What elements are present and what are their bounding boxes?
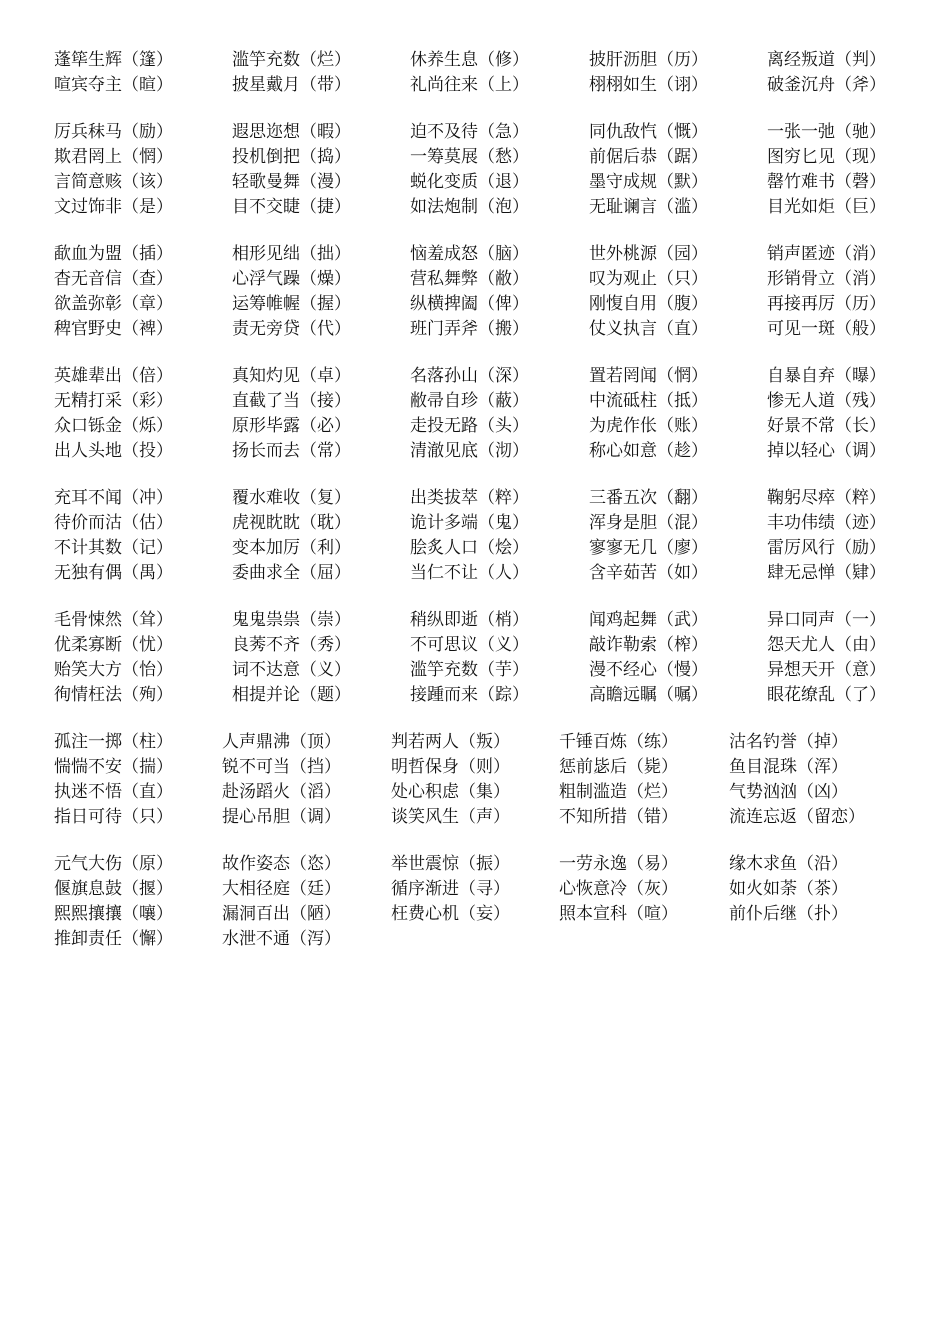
idiom-entry: 罄竹难书（磬） (767, 172, 886, 192)
idiom-entry: 欺君罔上（惘） (54, 147, 173, 167)
idiom-entry: 偃旗息鼓（揠） (54, 879, 173, 899)
idiom-entry: 无精打采（彩） (54, 391, 173, 411)
idiom-entry: 言简意赅（该） (54, 172, 173, 192)
idiom-entry: 同仇敌忾（慨） (589, 122, 708, 142)
idiom-entry: 相形见绌（拙） (232, 244, 351, 264)
idiom-entry: 鱼目混珠（浑） (729, 757, 848, 777)
idiom-group (54, 242, 914, 342)
idiom-entry: 缘木求鱼（沿） (729, 854, 848, 874)
idiom-entry: 熙熙攘攘（嚷） (54, 904, 173, 924)
idiom-entry: 遐思迩想（暇） (232, 122, 351, 142)
idiom-entry: 枉费心机（妄） (391, 904, 510, 924)
idiom-entry: 叹为观止（只） (589, 269, 708, 289)
idiom-entry: 一劳永逸（易） (559, 854, 678, 874)
idiom-entry: 孤注一掷（柱） (54, 732, 173, 752)
idiom-row (54, 48, 914, 73)
idiom-row (54, 730, 914, 755)
idiom-entry: 欲盖弥彰（章） (54, 294, 173, 314)
idiom-entry: 中流砥柱（抵） (589, 391, 708, 411)
idiom-entry: 休养生息（修） (410, 50, 529, 70)
idiom-entry: 如法炮制（泡） (410, 197, 529, 217)
idiom-entry: 指日可待（只） (54, 807, 173, 827)
idiom-entry: 自暴自弃（曝） (767, 366, 886, 386)
idiom-entry: 含辛茹苦（如） (589, 563, 708, 583)
idiom-entry: 不可思议（义） (410, 635, 529, 655)
idiom-entry: 为虎作伥（账） (589, 416, 708, 436)
idiom-entry: 故作姿态（恣） (222, 854, 341, 874)
idiom-entry: 扬长而去（常） (232, 441, 351, 461)
idiom-entry: 覆水难收（复） (232, 488, 351, 508)
idiom-entry: 无独有偶（禺） (54, 563, 173, 583)
idiom-row (54, 389, 914, 414)
idiom-entry: 众口铄金（烁） (54, 416, 173, 436)
idiom-row (54, 414, 914, 439)
idiom-entry: 滥竽充数（芋） (410, 660, 529, 680)
idiom-entry: 歃血为盟（插） (54, 244, 173, 264)
idiom-entry: 充耳不闻（冲） (54, 488, 173, 508)
idiom-entry: 粗制滥造（烂） (559, 782, 678, 802)
idiom-entry: 恼羞成怒（脑） (410, 244, 529, 264)
idiom-row (54, 780, 914, 805)
idiom-entry: 寥寥无几（廖） (589, 538, 708, 558)
idiom-entry: 敝帚自珍（蔽） (410, 391, 529, 411)
idiom-row (54, 120, 914, 145)
idiom-entry: 提心吊胆（调） (222, 807, 341, 827)
idiom-row (54, 805, 914, 830)
idiom-row (54, 511, 914, 536)
idiom-entry: 漏洞百出（陋） (222, 904, 341, 924)
idiom-entry: 称心如意（趁） (589, 441, 708, 461)
idiom-entry: 出类拔萃（粹） (410, 488, 529, 508)
idiom-entry: 浑身是胆（混） (589, 513, 708, 533)
idiom-entry: 惩前毖后（毙） (559, 757, 678, 777)
idiom-entry: 毛骨悚然（耸） (54, 610, 173, 630)
idiom-row (54, 536, 914, 561)
idiom-entry: 丰功伟绩（迹） (767, 513, 886, 533)
idiom-entry: 诡计多端（鬼） (410, 513, 529, 533)
idiom-entry: 披肝沥胆（历） (589, 50, 708, 70)
idiom-entry: 名落孙山（深） (410, 366, 529, 386)
idiom-entry: 目不交睫（捷） (232, 197, 351, 217)
idiom-entry: 滥竽充数（烂） (232, 50, 351, 70)
idiom-entry: 词不达意（义） (232, 660, 351, 680)
idiom-row (54, 242, 914, 267)
idiom-entry: 怨天尤人（由） (767, 635, 886, 655)
idiom-group (54, 364, 914, 464)
idiom-row (54, 145, 914, 170)
idiom-entry: 惴惴不安（揣） (54, 757, 173, 777)
idiom-entry: 一筹莫展（愁） (410, 147, 529, 167)
idiom-entry: 礼尚往来（上） (410, 75, 529, 95)
idiom-entry: 心浮气躁（燥） (232, 269, 351, 289)
idiom-row (54, 73, 914, 98)
idiom-entry: 虎视眈眈（耽） (232, 513, 351, 533)
idiom-group (54, 730, 914, 830)
idiom-entry: 待价而沽（估） (54, 513, 173, 533)
idiom-entry: 墨守成规（默） (589, 172, 708, 192)
idiom-entry: 漫不经心（慢） (589, 660, 708, 680)
idiom-row (54, 927, 914, 952)
idiom-entry: 执迷不悟（直） (54, 782, 173, 802)
idiom-entry: 喧宾夺主（暄） (54, 75, 173, 95)
idiom-entry: 相提并论（题） (232, 685, 351, 705)
idiom-entry: 优柔寡断（忧） (54, 635, 173, 655)
idiom-entry: 接踵而来（踪） (410, 685, 529, 705)
idiom-entry: 良莠不齐（秀） (232, 635, 351, 655)
idiom-row (54, 902, 914, 927)
idiom-entry: 出人头地（投） (54, 441, 173, 461)
idiom-entry: 千锤百炼（练） (559, 732, 678, 752)
idiom-entry: 形销骨立（消） (767, 269, 886, 289)
idiom-entry: 轻歌曼舞（漫） (232, 172, 351, 192)
idiom-row (54, 608, 914, 633)
idiom-entry: 刚愎自用（腹） (589, 294, 708, 314)
idiom-row (54, 852, 914, 877)
idiom-entry: 高瞻远瞩（嘱） (589, 685, 708, 705)
idiom-row (54, 877, 914, 902)
idiom-entry: 前倨后恭（踞） (589, 147, 708, 167)
idiom-entry: 英雄辈出（倍） (54, 366, 173, 386)
idiom-entry: 照本宣科（喧） (559, 904, 678, 924)
idiom-entry: 惨无人道（残） (767, 391, 886, 411)
idiom-group (54, 48, 914, 98)
idiom-entry: 营私舞弊（敝） (410, 269, 529, 289)
idiom-entry: 不知所措（错） (559, 807, 678, 827)
idiom-entry: 气势汹汹（凶） (729, 782, 848, 802)
idiom-entry: 一张一弛（驰） (767, 122, 886, 142)
idiom-row (54, 561, 914, 586)
idiom-entry: 推卸责任（懈） (54, 929, 173, 949)
idiom-entry: 当仁不让（人） (410, 563, 529, 583)
idiom-row (54, 486, 914, 511)
idiom-group (54, 608, 914, 708)
idiom-entry: 迫不及待（急） (410, 122, 529, 142)
idiom-entry: 稍纵即逝（梢） (410, 610, 529, 630)
idiom-entry: 鞠躬尽瘁（粹） (767, 488, 886, 508)
idiom-entry: 肆无忌惮（肄） (767, 563, 886, 583)
idiom-entry: 谈笑风生（声） (391, 807, 510, 827)
idiom-entry: 栩栩如生（诩） (589, 75, 708, 95)
idiom-entry: 无耻谰言（滥） (589, 197, 708, 217)
idiom-entry: 纵横捭阖（俾） (410, 294, 529, 314)
idiom-entry: 大相径庭（廷） (222, 879, 341, 899)
idiom-row (54, 683, 914, 708)
idiom-entry: 图穷匕见（现） (767, 147, 886, 167)
idiom-entry: 可见一斑（般） (767, 319, 886, 339)
idiom-entry: 班门弄斧（搬） (410, 319, 529, 339)
idiom-entry: 锐不可当（挡） (222, 757, 341, 777)
idiom-entry: 不计其数（记） (54, 538, 173, 558)
idiom-entry: 置若罔闻（惘） (589, 366, 708, 386)
idiom-entry: 委曲求全（屈） (232, 563, 351, 583)
idiom-entry: 好景不常（长） (767, 416, 886, 436)
idiom-entry: 人声鼎沸（顶） (222, 732, 341, 752)
idiom-group (54, 486, 914, 586)
idiom-entry: 循序渐进（寻） (391, 879, 510, 899)
idiom-group (54, 852, 914, 952)
idiom-entry: 清澈见底（沏） (410, 441, 529, 461)
idiom-row (54, 633, 914, 658)
idiom-entry: 敲诈勒索（榨） (589, 635, 708, 655)
idiom-row (54, 317, 914, 342)
idiom-entry: 厉兵秣马（励） (54, 122, 173, 142)
idiom-correction-list (54, 48, 914, 974)
idiom-entry: 心恢意冷（灰） (559, 879, 678, 899)
idiom-entry: 披星戴月（带） (232, 75, 351, 95)
idiom-entry: 走投无路（头） (410, 416, 529, 436)
idiom-entry: 蓬筚生辉（篷） (54, 50, 173, 70)
idiom-entry: 前仆后继（扑） (729, 904, 848, 924)
idiom-entry: 举世震惊（振） (391, 854, 510, 874)
idiom-entry: 运筹帷幄（握） (232, 294, 351, 314)
idiom-entry: 三番五次（翻） (589, 488, 708, 508)
idiom-entry: 销声匿迹（消） (767, 244, 886, 264)
idiom-entry: 责无旁贷（代） (232, 319, 351, 339)
idiom-entry: 异想天开（意） (767, 660, 886, 680)
idiom-entry: 破釜沉舟（斧） (767, 75, 886, 95)
idiom-entry: 文过饰非（是） (54, 197, 173, 217)
idiom-entry: 沽名钓誉（掉） (729, 732, 848, 752)
idiom-entry: 水泄不通（泻） (222, 929, 341, 949)
idiom-entry: 投机倒把（捣） (232, 147, 351, 167)
idiom-row (54, 170, 914, 195)
idiom-entry: 杳无音信（查） (54, 269, 173, 289)
idiom-row (54, 658, 914, 683)
idiom-row (54, 439, 914, 464)
idiom-entry: 异口同声（一） (767, 610, 886, 630)
idiom-entry: 稗官野史（裨） (54, 319, 173, 339)
idiom-group (54, 120, 914, 220)
idiom-entry: 目光如炬（巨） (767, 197, 886, 217)
idiom-entry: 变本加厉（利） (232, 538, 351, 558)
idiom-entry: 徇情枉法（殉） (54, 685, 173, 705)
idiom-row (54, 267, 914, 292)
idiom-entry: 仗义执言（直） (589, 319, 708, 339)
idiom-entry: 世外桃源（园） (589, 244, 708, 264)
idiom-entry: 元气大伤（原） (54, 854, 173, 874)
idiom-entry: 离经叛道（判） (767, 50, 886, 70)
idiom-entry: 蜕化变质（退） (410, 172, 529, 192)
idiom-entry: 赴汤蹈火（滔） (222, 782, 341, 802)
idiom-entry: 处心积虑（集） (391, 782, 510, 802)
idiom-entry: 鬼鬼祟祟（崇） (232, 610, 351, 630)
idiom-entry: 闻鸡起舞（武） (589, 610, 708, 630)
idiom-row (54, 195, 914, 220)
idiom-entry: 判若两人（叛） (391, 732, 510, 752)
idiom-entry: 掉以轻心（调） (767, 441, 886, 461)
idiom-row (54, 755, 914, 780)
idiom-row (54, 292, 914, 317)
idiom-entry: 雷厉风行（励） (767, 538, 886, 558)
idiom-entry: 再接再厉（历） (767, 294, 886, 314)
idiom-entry: 眼花缭乱（了） (767, 685, 886, 705)
idiom-entry: 脍炙人口（烩） (410, 538, 529, 558)
idiom-entry: 如火如荼（茶） (729, 879, 848, 899)
idiom-entry: 原形毕露（必） (232, 416, 351, 436)
idiom-entry: 流连忘返（留恋） (729, 807, 865, 827)
idiom-entry: 贻笑大方（怡） (54, 660, 173, 680)
idiom-row (54, 364, 914, 389)
idiom-entry: 明哲保身（则） (391, 757, 510, 777)
idiom-entry: 直截了当（接） (232, 391, 351, 411)
idiom-entry: 真知灼见（卓） (232, 366, 351, 386)
